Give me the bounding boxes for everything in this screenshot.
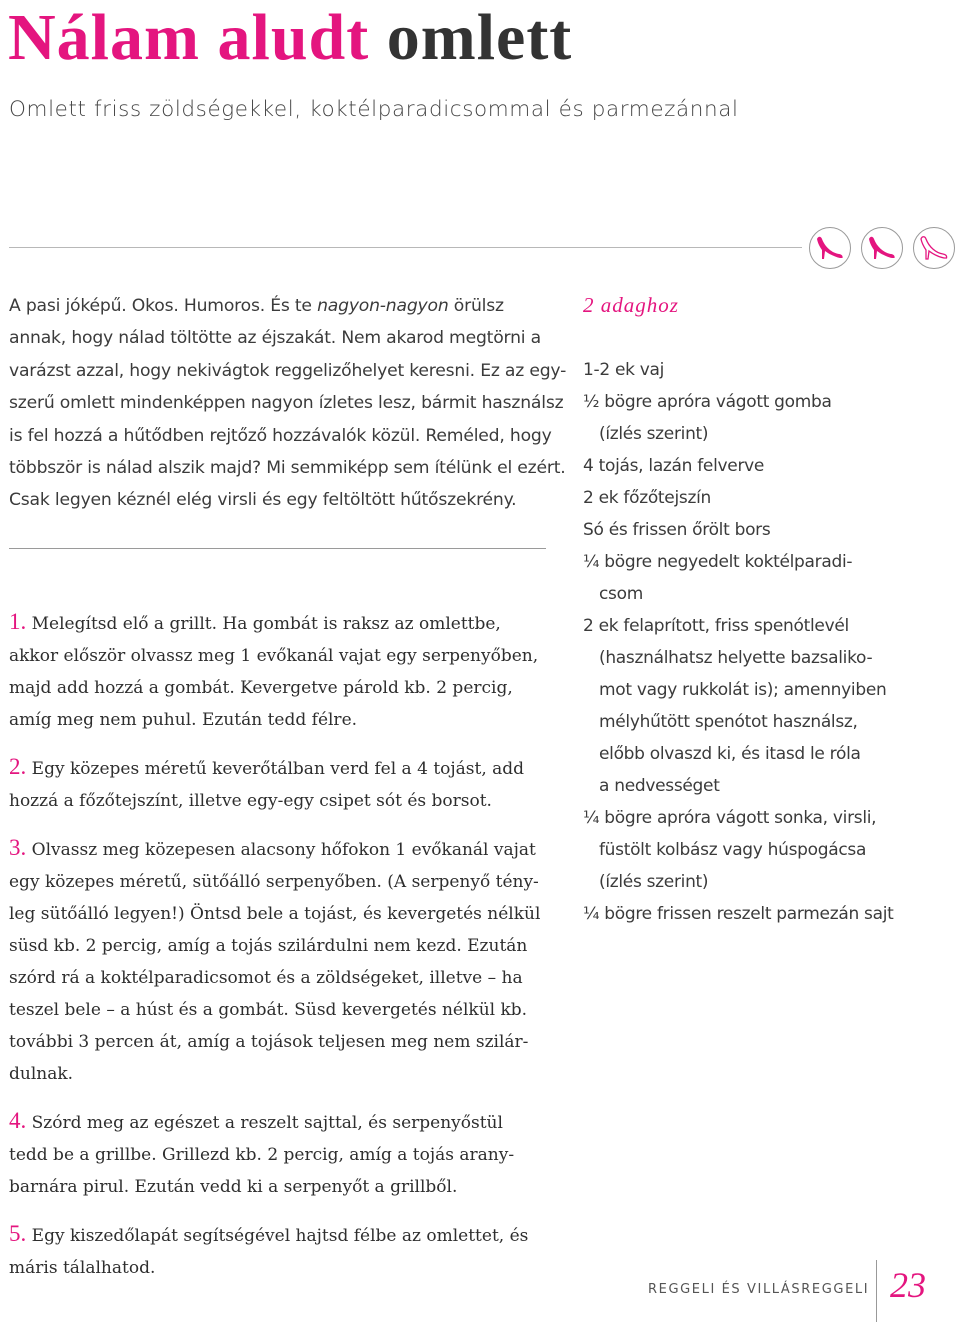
step-line: [9, 1026, 554, 1058]
step-line: [9, 1171, 554, 1203]
method-step: [9, 751, 554, 817]
ingredient-line: Só és frissen őrölt bors: [583, 520, 771, 540]
intro-line: annak, hogy nálad töltötte az éjszakát. Nem akarod megtörni a: [9, 328, 541, 349]
step-line: [9, 751, 554, 785]
ingredient-line: 2 ek főzőtejszín: [583, 488, 711, 508]
intro-paragraph: [9, 290, 567, 517]
high-heel-filled-icon: [808, 226, 852, 270]
step-text: akkor először olvassz meg 1 evőkanál vajat egy serpenyőben,: [9, 646, 539, 666]
high-heel-filled-icon: [860, 226, 904, 270]
recipe-subtitle: Omlett friss zöldségekkel, koktélparadicsommal és parmezánnal: [9, 97, 739, 122]
ingredients-list: [583, 354, 953, 930]
method-step: [9, 1218, 554, 1284]
step-line: [9, 1058, 554, 1090]
intro-line: szerű omlett mindenképpen nagyon ízletes lesz, bármit használsz: [9, 393, 564, 414]
ingredient-line: 2 ek felaprított, friss spenótlevél: [583, 616, 849, 636]
ingredient-line: (ízlés szerint): [599, 424, 709, 444]
intro-line: varázst azzal, hogy nekivágtok reggelizőhelyet keresni. Ez az egy-: [9, 360, 567, 381]
step-text: Olvassz meg közepesen alacsony hőfokon 1 evőkanál vajat: [26, 840, 536, 860]
top-divider: [9, 247, 802, 248]
step-text: tedd be a grillbe. Grillezd kb. 2 percig, amíg a tojás arany-: [9, 1145, 515, 1165]
step-text: Egy közepes méretű keverőtálban verd fel a 4 tojást, add: [26, 759, 525, 779]
page-number: 23: [890, 1265, 926, 1305]
intro-emphasis: nagyon-nagyon: [317, 296, 449, 316]
recipe-title-accent: Nálam aludt: [8, 1, 370, 74]
step-line: [9, 1139, 554, 1171]
method-steps: [9, 606, 554, 1299]
step-number: 4.: [9, 1108, 27, 1133]
ingredient-line: ¼ bögre negyedelt koktélparadi-: [583, 552, 853, 572]
step-line: [9, 1105, 554, 1139]
intro-line: Csak legyen kéznél elég virsli és egy feltöltött hűtőszekrény.: [9, 490, 517, 511]
ingredient-line: ¼ bögre apróra vágott sonka, virsli,: [583, 808, 877, 828]
step-line: [9, 962, 554, 994]
section-divider: [9, 548, 546, 549]
ingredient-line: 4 tojás, lazán felverve: [583, 456, 765, 476]
step-text: teszel bele – a húst és a gombát. Süsd kevergetés nélkül kb.: [9, 1000, 528, 1020]
step-text: Melegítsd elő a grillt. Ha gombát is raksz az omlettbe,: [26, 614, 501, 634]
intro-line: többször is nálad alszik majd? Mi semmiképp sem ítélünk el ezért.: [9, 458, 566, 479]
high-heel-outline-icon: [912, 226, 956, 270]
step-line: [9, 832, 554, 866]
step-text: hozzá a főzőtejszínt, illetve egy-egy csipet sót és borsot.: [9, 791, 492, 811]
ingredient-line: előbb olvaszd ki, és itasd le róla: [599, 744, 861, 764]
step-line: [9, 672, 554, 704]
step-text: barnára pirul. Ezután vedd ki a serpenyőt a grillből.: [9, 1177, 458, 1197]
ingredient-line: (használhatsz helyette bazsaliko-: [599, 648, 873, 668]
step-line: [9, 704, 554, 736]
section-label: REGGELI ÉS VILLÁSREGGELI: [648, 1282, 870, 1297]
step-number: 3.: [9, 835, 27, 860]
servings-label: 2 adaghoz: [583, 293, 679, 317]
difficulty-rating: [808, 226, 956, 270]
footer-divider: [876, 1260, 877, 1322]
method-step: [9, 832, 554, 1090]
step-text: Egy kiszedőlapát segítségével hajtsd félbe az omlettet, és: [26, 1226, 529, 1246]
step-text: szórd rá a koktélparadicsomot és a zöldségeket, illetve – ha: [9, 968, 523, 988]
step-text: leg sütőálló legyen!) Öntsd bele a tojást, és kevergetés nélkül: [9, 904, 541, 924]
step-number: 5.: [9, 1221, 27, 1246]
intro-line: is fel hozzá a hűtődben rejtőző hozzávalók közül. Reméled, hogy: [9, 425, 552, 446]
step-line: [9, 640, 554, 672]
step-line: [9, 1252, 554, 1284]
method-step: [9, 606, 554, 736]
step-text: majd add hozzá a gombát. Kevergetve párold kb. 2 percig,: [9, 678, 513, 698]
step-text: egy közepes méretű, sütőálló serpenyőben. (A serpenyő tény-: [9, 872, 539, 892]
ingredient-line: mélyhűtött spenótot használsz,: [599, 712, 858, 732]
ingredient-line: ½ bögre apróra vágott gomba: [583, 392, 832, 412]
ingredient-line: mot vagy rukkolát is); amennyiben: [599, 680, 887, 700]
step-line: [9, 994, 554, 1026]
ingredient-line: füstölt kolbász vagy húspogácsa: [599, 840, 867, 860]
recipe-title-rest: omlett: [386, 1, 573, 74]
step-number: 1.: [9, 609, 27, 634]
step-line: [9, 898, 554, 930]
ingredient-line: ¼ bögre frissen reszelt parmezán sajt: [583, 904, 894, 924]
step-text: máris tálalhatod.: [9, 1258, 156, 1278]
ingredient-line: a nedvességet: [599, 776, 720, 796]
step-text: további 3 percen át, amíg a tojások teljesen meg nem szilár-: [9, 1032, 529, 1052]
step-text: dulnak.: [9, 1064, 74, 1084]
recipe-title: [8, 2, 572, 74]
step-line: [9, 930, 554, 962]
step-text: süsd kb. 2 percig, amíg a tojás szilárdulni nem kezd. Ezután: [9, 936, 528, 956]
intro-text: örülsz: [448, 296, 504, 316]
step-text: amíg meg nem puhul. Ezután tedd félre.: [9, 710, 358, 730]
step-number: 2.: [9, 754, 27, 779]
ingredient-line: (ízlés szerint): [599, 872, 709, 892]
ingredient-line: csom: [599, 584, 643, 604]
step-line: [9, 606, 554, 640]
intro-text: A pasi jóképű. Okos. Humoros. És te: [9, 296, 318, 316]
method-step: [9, 1105, 554, 1203]
ingredient-line: 1-2 ek vaj: [583, 360, 665, 380]
intro-line: [9, 290, 554, 322]
step-line: [9, 866, 554, 898]
step-line: [9, 785, 554, 817]
step-line: [9, 1218, 554, 1252]
step-text: Szórd meg az egészet a reszelt sajttal, és serpenyőstül: [26, 1113, 503, 1133]
